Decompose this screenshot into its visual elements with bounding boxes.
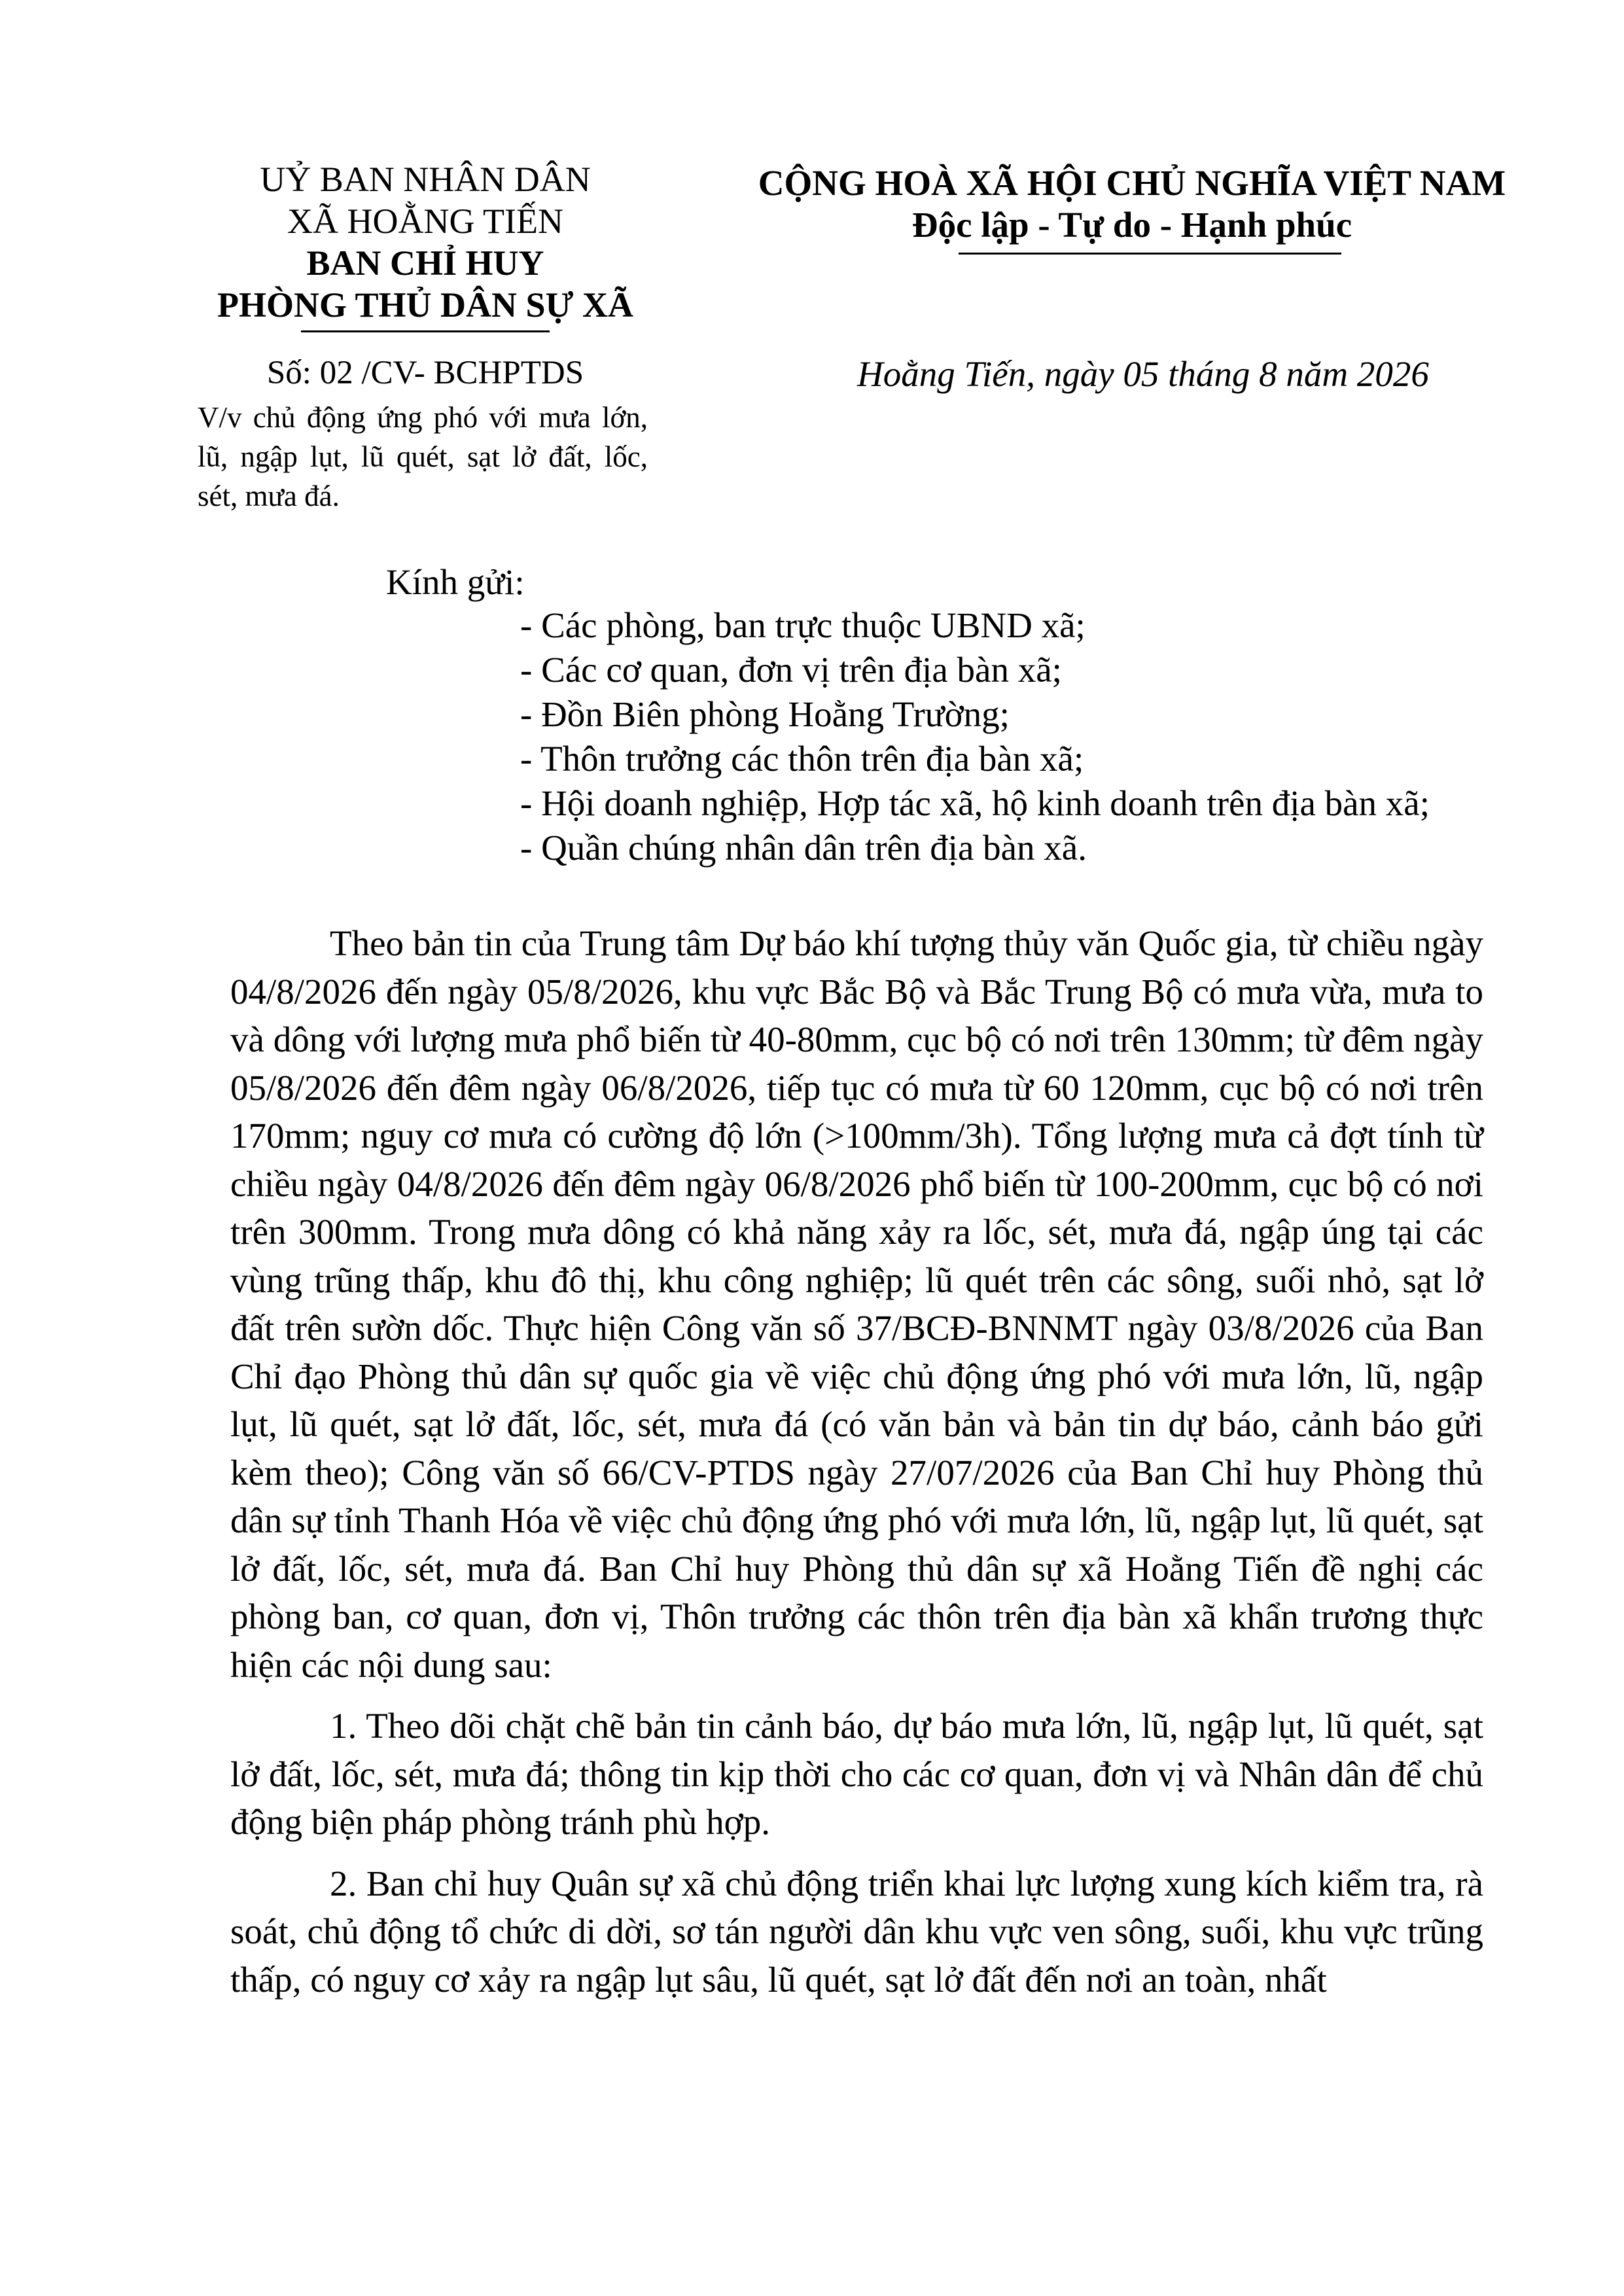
recipients-label: Kính gửi: xyxy=(386,562,525,602)
authority-line-3: BAN CHỈ HUY xyxy=(306,243,544,283)
recipient-item: - Các cơ quan, đơn vị trên địa bàn xã; xyxy=(520,650,1062,690)
issuing-authority xyxy=(170,158,680,326)
document-number: Số: 02 /CV- BCHPTDS xyxy=(266,355,584,391)
authority-line-2: XÃ HOẰNG TIẾN xyxy=(287,202,563,241)
intro-paragraph: Theo bản tin của Trung tâm Dự báo khí tượng thủy văn Quốc gia, từ chiều ngày 04/8/2026 đến ngày 05/8/2026, khu vực Bắc Bộ và Bắc Trung Bộ có mưa vừa, mưa to và dông với lượng mưa phổ biến từ 40-80mm, cục bộ có nơi trên 130mm; từ đêm ngày 05/8/2026 đến đêm ngày 06/8/2026, tiếp tục có mưa từ 60 120mm, cục bộ có nơi trên 170mm; nguy cơ mưa có cường độ lớn (>100mm/3h). Tổng lượng mưa cả đợt tính từ chiều ngày 04/8/2026 đến đêm ngày 06/8/2026 phổ biến từ 100-200mm, cục bộ có nơi trên 300mm. Trong mưa dông có khả năng xảy ra lốc, sét, mưa đá, ngập úng tại các vùng trũng thấp, khu đô thị, khu công nghiệp; lũ quét trên các sông, suối nhỏ, sạt lở đất trên sườn dốc. Thực hiện Công văn số 37/BCĐ-BNNMT ngày 03/8/2026 của Ban Chỉ đạo Phòng thủ dân sự quốc gia về việc chủ động ứng phó với mưa lớn, lũ, ngập lụt, lũ quét, sạt lở đất, lốc, sét, mưa đá (có văn bản và bản tin dự báo, cảnh báo gửi kèm theo); Công văn số 66/CV-PTDS ngày 27/07/2026 của Ban Chỉ huy Phòng thủ dân sự tỉnh Thanh Hóa về việc chủ động ứng phó với mưa lớn, lũ, ngập lụt, lũ quét, sạt lở đất, lốc, sét, mưa đá. Ban Chỉ huy Phòng thủ dân sự xã Hoằng Tiến đề nghị các phòng ban, cơ quan, đơn vị, Thôn trưởng các thôn trên địa bàn xã khẩn trương thực hiện các nội dung sau: xyxy=(230,923,1483,1685)
document-subject: V/v chủ động ứng phó với mưa lớn, lũ, ngập lụt, lũ quét, sạt lở đất, lốc, sét, mưa đá. xyxy=(198,401,648,512)
motto-underline xyxy=(959,253,1341,255)
recipients-list xyxy=(520,603,1567,870)
national-header xyxy=(733,162,1531,246)
authority-line-4: PHÒNG THỦ DÂN SỰ XÃ xyxy=(217,285,634,325)
national-motto: Độc lập - Tự do - Hạnh phúc xyxy=(911,205,1352,245)
recipient-item: - Các phòng, ban trực thuộc UBND xã; xyxy=(520,605,1086,645)
recipient-item: - Đồn Biên phòng Hoằng Trường; xyxy=(520,694,1010,734)
directive-item-1: 1. Theo dõi chặt chẽ bản tin cảnh báo, dự báo mưa lớn, lũ, ngập lụt, lũ quét, sạt lở đất, lốc, sét, mưa đá; thông tin kịp thời cho các cơ quan, đơn vị và Nhân dân để chủ động biện pháp phòng tránh phù hợp. xyxy=(230,1706,1483,1842)
recipient-item: - Quần chúng nhân dân trên địa bàn xã. xyxy=(520,828,1087,868)
authority-underline xyxy=(301,330,550,332)
recipient-item: - Hội doanh nghiệp, Hợp tác xã, hộ kinh doanh trên địa bàn xã; xyxy=(520,783,1430,823)
authority-line-1: UỶ BAN NHÂN DÂN xyxy=(260,160,591,199)
recipient-item: - Thôn trưởng các thôn trên địa bàn xã; xyxy=(520,739,1084,779)
document-date: Hoằng Tiến, ngày 05 tháng 8 năm 2026 xyxy=(857,354,1429,394)
document-body xyxy=(230,919,1483,2004)
directive-item-2: 2. Ban chỉ huy Quân sự xã chủ động triển khai lực lượng xung kích kiểm tra, rà soát, chủ động tổ chức di dời, sơ tán người dân khu vực ven sông, suối, khu vực trũng thấp, có nguy cơ xảy ra ngập lụt sâu, lũ quét, sạt lở đất đến nơi an toàn, nhất xyxy=(230,1863,1483,2000)
nation-title: CỘNG HOÀ XÃ HỘI CHỦ NGHĨA VIỆT NAM xyxy=(758,163,1506,203)
